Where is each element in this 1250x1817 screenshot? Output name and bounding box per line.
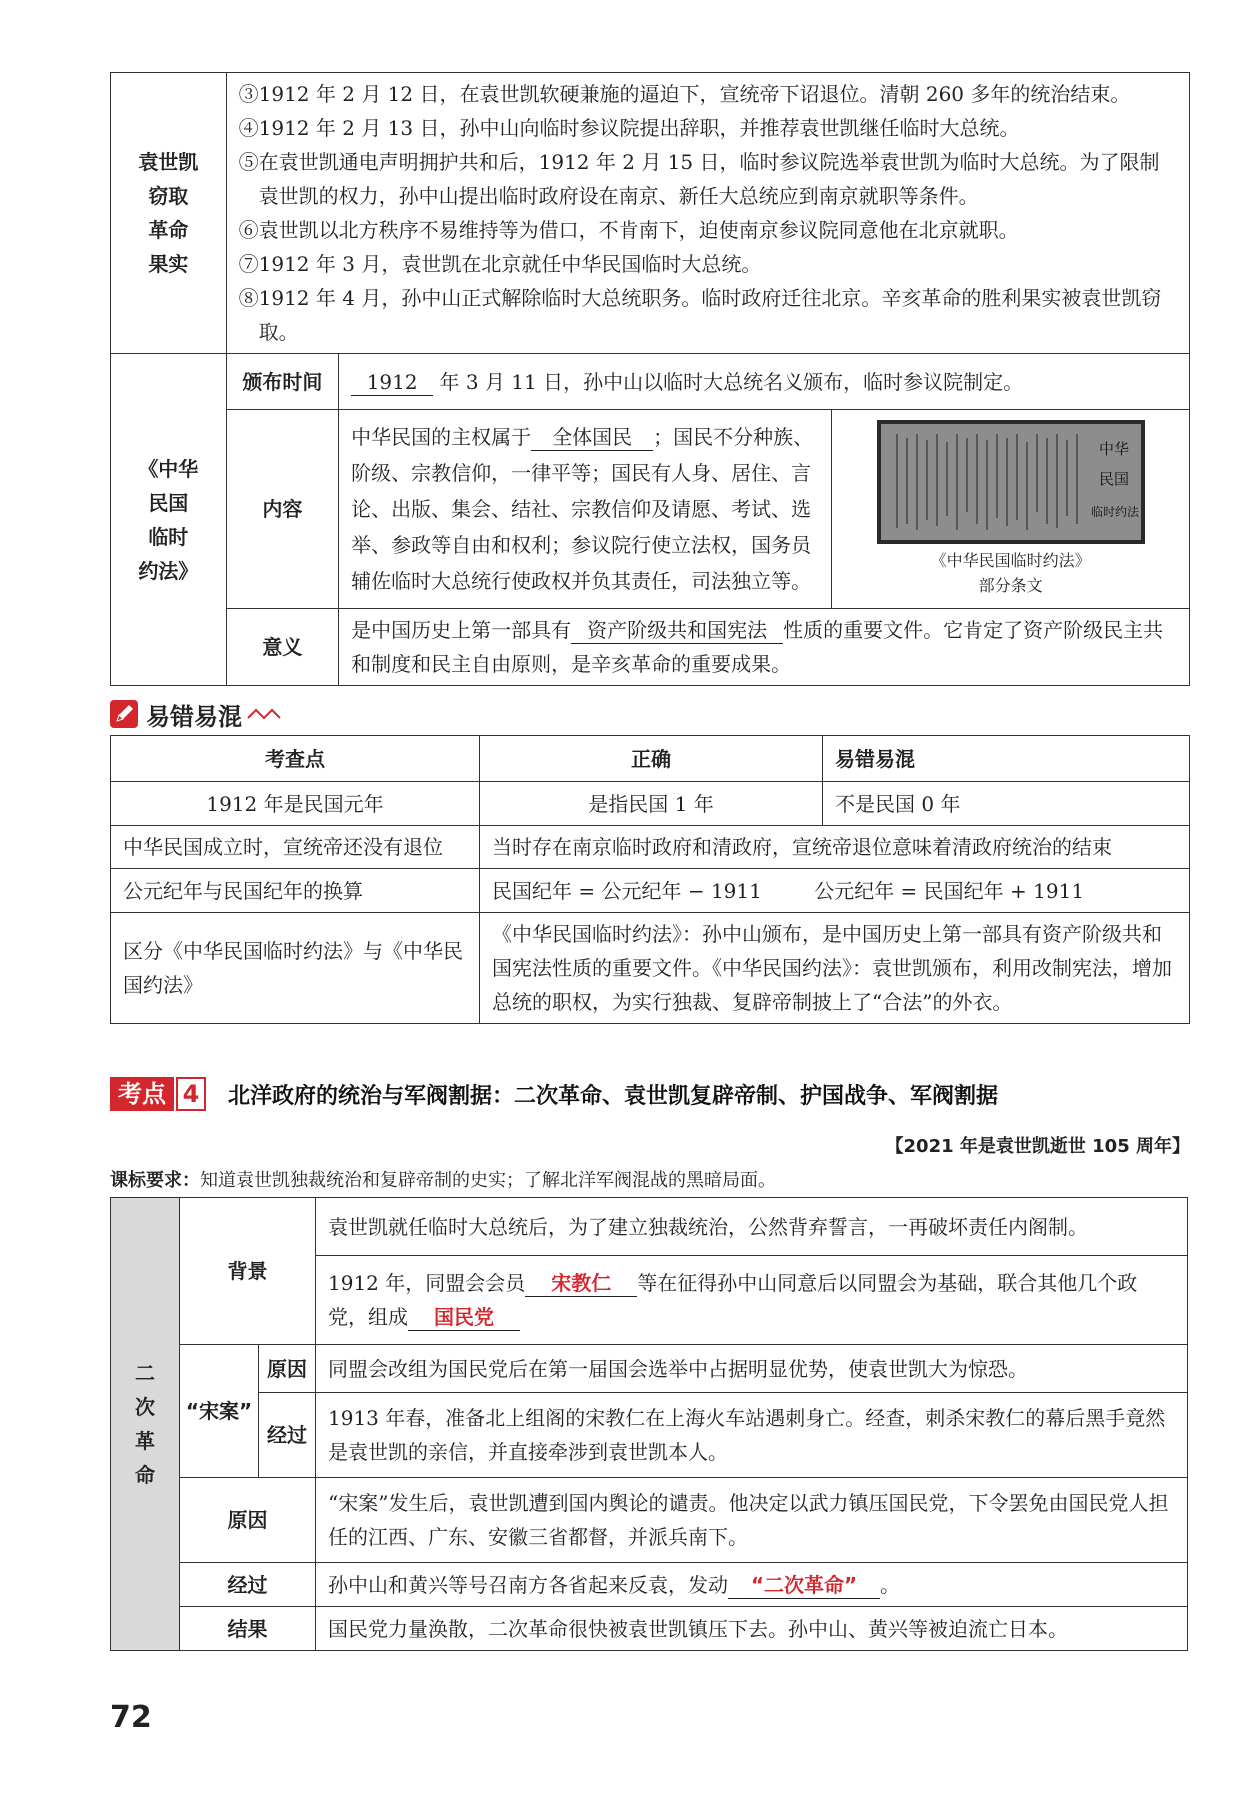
result-text: 国民党力量涣散，二次革命很快被袁世凯镇压下去。孙中山、黄兴等被迫流亡日本。 [316,1607,1188,1651]
course-label: 经过 [180,1563,316,1607]
provisional-constitution-label: 《中华 民国 临时 约法》 [111,354,227,686]
cell-point: 公元纪年与民国纪年的换算 [111,869,480,913]
requirement-text: 知道袁世凯独裁统治和复辟帝制的史实；了解北洋军阀混战的黑暗局面。 [200,1170,776,1191]
curriculum-requirement [110,1166,776,1192]
confuse-table [110,735,1190,1024]
song-case-process: 1913 年春，准备北上组阁的宋教仁在上海火车站遇刺身亡。经查，刺杀宋教仁的幕后黑手竟然是袁世凯的亲信，并直接牵涉到袁世凯本人。 [316,1393,1188,1478]
blank-party: 国民党 [408,1304,520,1331]
blank-person: 宋教仁 [525,1270,637,1297]
song-case-reason: 同盟会改组为国民党后在第一届国会选举中占据明显优势，使袁世凯大为惊恐。 [316,1345,1188,1393]
requirement-label: 课标要求： [110,1170,200,1191]
usurp-item: ⑤在袁世凯通电声明拥护共和后，1912 年 2 月 15 日，临时参议院选举袁世凯为临时大总统。为了限制袁世凯的权力，孙中山提出临时政府设在南京、新任大总统应到南京就职等条件。 [238,150,1160,208]
background-1: 袁世凯就任临时大总统后，为了建立独裁统治，公然背弃誓言，一再破坏责任内阁制。 [316,1198,1188,1256]
song-process-label: 经过 [259,1393,316,1478]
anniversary-note: 【2021 年是袁世凯逝世 105 周年】 [885,1136,1190,1157]
meaning-text: 是中国历史上第一部具有 资产阶级共和国宪法 性质的重要文件。它肯定了资产阶级民主共和制度和民主自由原则，是辛亥革命的重要成果。 [339,609,1190,686]
usurp-item: ⑦1912 年 3 月，袁世凯在北京就任中华民国临时大总统。 [238,252,762,276]
blank-event: “二次革命” [728,1572,880,1599]
cell-point: 中华民国成立时，宣统帝还没有退位 [111,826,480,869]
song-reason-label: 原因 [259,1345,316,1393]
second-revolution-table [110,1197,1188,1651]
cell-point: 区分《中华民国临时约法》与《中华民国约法》 [111,913,480,1024]
kp-badge: 考点 [110,1077,174,1111]
confuse-title: 易错易混 [146,702,242,731]
row-label-meaning: 意义 [226,609,339,686]
usurp-section-label: 袁世凯 窃取 革命 果实 [111,73,227,354]
col-header-correct: 正确 [480,736,823,782]
course-text: 孙中山和黄兴等号召南方各省起来反袁，发动 “二次革命” 。 [316,1563,1188,1607]
law-table [110,72,1190,686]
kp4-title: 北洋政府的统治与军阀割据：二次革命、袁世凯复辟帝制、护国战争、军阀割据 [228,1083,999,1109]
cell-explain: 当时存在南京临时政府和清政府，宣统帝退位意味着清政府统治的结束 [480,826,1190,869]
cell-explain: 《中华民国临时约法》：孙中山颁布，是中国历史上第一部具有资产阶级共和国宪法性质的重要文件。《中华民国约法》：袁世凯颁布，利用改制宪法，增加总统的职权，为实行独裁、复辟帝制披上了“合法”的外衣。 [480,913,1190,1024]
blank-sovereignty: 全体国民 [531,424,653,451]
second-revolution-side-label: 二 次 革 命 [111,1198,180,1651]
wave-decoration-icon [246,704,282,724]
photo-label: 民国 [1098,470,1129,488]
pencil-icon [110,700,138,728]
content-text: 中华民国的主权属于 全体国民 ；国民不分种族、阶级、宗教信仰，一律平等；国民有人身、居住、言论、出版、集会、结社、宗教信仰及请愿、考试、选举、参政等自由和权利；参议院行使立法权，国务员辅佐临时大总统行使政权并负其责任，司法独立等。 [339,410,832,609]
col-header-confuse: 易错易混 [823,736,1190,782]
usurp-item: ⑧1912 年 4 月，孙中山正式解除临时大总统职务。临时政府迁往北京。辛亥革命的胜利果实被袁世凯窃取。 [238,286,1162,344]
page-number: 72 [110,1700,152,1735]
row-label-time: 颁布时间 [226,354,339,410]
blank-year: 1912 [351,369,433,396]
usurp-items [226,73,1189,354]
row-label-content: 内容 [226,410,339,609]
usurp-item: ③1912 年 2 月 12 日，在袁世凯软硬兼施的逼迫下，宣统帝下诏退位。清朝 260 多年的统治结束。 [238,82,1131,106]
conversion-formula-2: 公元纪年 = 民国纪年 + 1911 [814,878,1085,903]
cause-text: “宋案”发生后，袁世凯遭到国内舆论的谴责。他决定以武力镇压国民党，下令罢免由国民党人担任的江西、广东、安徽三省都督，并派兵南下。 [316,1478,1188,1563]
col-header-point: 考查点 [111,736,480,782]
photo-caption-sub: 部分条文 [978,576,1043,595]
cell-correct: 是指民国 1 年 [480,782,823,826]
usurp-item: ⑥袁世凯以北方秩序不易维持等为借口，不肯南下，迫使南京参议院同意他在北京就职。 [238,218,1019,242]
photo-label: 中华 [1098,440,1129,458]
photo-label: 临时约法 [1090,505,1139,519]
promulgation-time: 1912 年 3 月 11 日，孙中山以临时大总统名义颁布，临时参议院制定。 [339,354,1190,410]
constitution-document-photo [877,420,1145,544]
usurp-item: ④1912 年 2 月 13 日，孙中山向临时参议院提出辞职，并推荐袁世凯继任临时大总统。 [238,116,1020,140]
kp4-heading [110,1076,998,1112]
conversion-formula-1: 民国纪年 = 公元纪年 − 1911 [492,878,762,903]
constitution-photo-cell [832,410,1190,609]
cell-confuse: 不是民国 0 年 [823,782,1190,826]
song-case-label: “宋案” [180,1345,259,1478]
blank-nature: 资产阶级共和国宪法 [571,617,783,644]
photo-caption: 《中华民国临时约法》 [930,551,1091,570]
confuse-heading [110,694,282,734]
cell-explain [480,869,1190,913]
kp-number: 4 [176,1077,206,1111]
cell-point: 1912 年是民国元年 [111,782,480,826]
row-label-background: 背景 [180,1198,316,1345]
background-2: 1912 年，同盟会会员 宋教仁 等在征得孙中山同意后以同盟会为基础，联合其他几个政党，组成 国民党 [316,1256,1188,1345]
cause-label: 原因 [180,1478,316,1563]
result-label: 结果 [180,1607,316,1651]
